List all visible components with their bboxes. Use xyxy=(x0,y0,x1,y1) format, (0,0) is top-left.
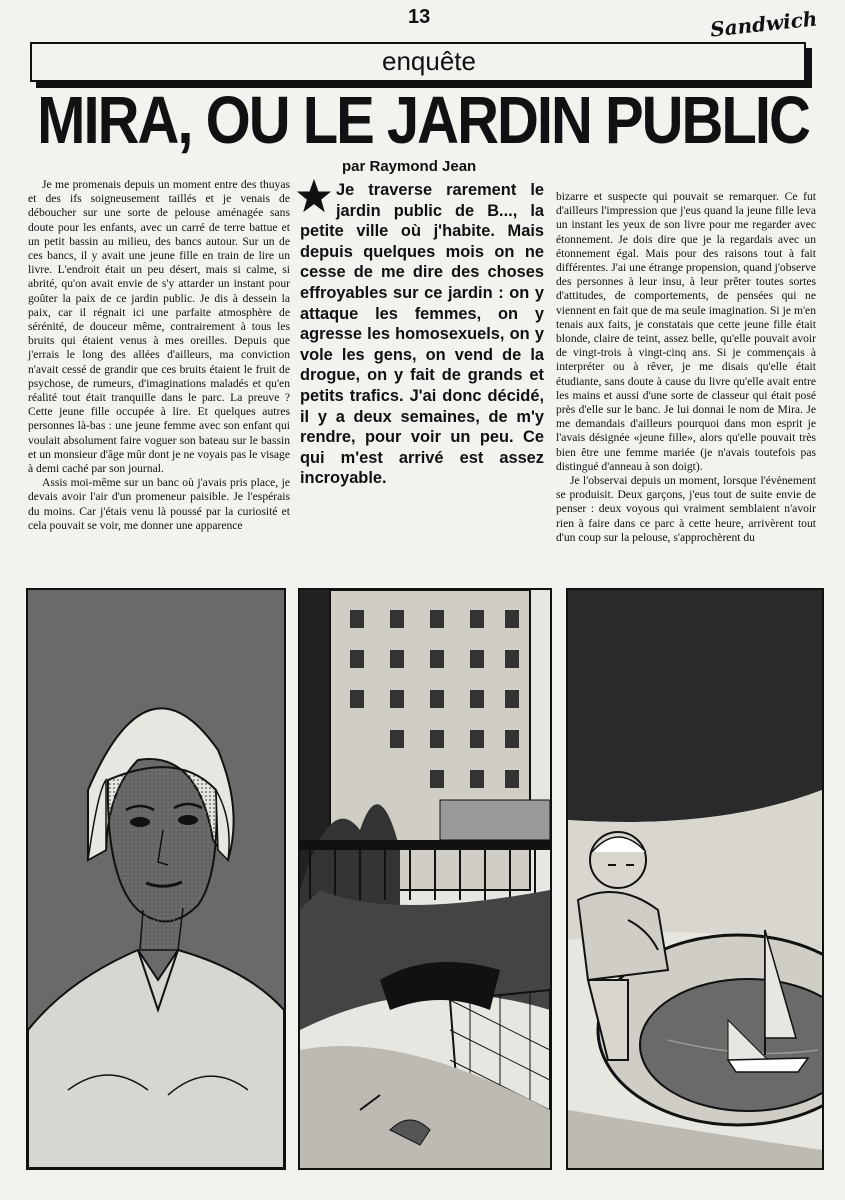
article-title: MIRA, OU LE JARDIN PUBLIC xyxy=(37,83,809,158)
paragraph: Je l'observai depuis un moment, lorsque l'évènement se produisit. Deux garçons, j'eus tout de suite envie de penser : deux voyous qui vraiment semblaient n'avoir rien à faire dans ce parc à cette heure, arrivèrent tout d'un coup sur la pelouse, s'approchèrent du xyxy=(556,474,816,544)
byline: par Raymond Jean xyxy=(342,158,477,175)
paragraph: Assis moi-même sur un banc où j'avais pris place, je devais avoir l'air d'un promeneur paisible. Je l'espérais du moins. Car j'étais venu là poussé par la curiosité et cela pouvait se voir, me donner une apparence xyxy=(28,476,290,532)
rubric-label: enquête xyxy=(382,46,476,76)
illustration-city-park xyxy=(298,588,552,1170)
paragraph: Je me promenais depuis un moment entre des thuyas et des ifs soigneusement taillés et je venais de déboucher sur une sorte de pelouse aménagée sans doute pour les enfants, avec un carré de terre battue et un petit bassin au milieu, des bancs autour. Sur un de ces bancs, il y avait une jeune fille en train de lire un livre. L'endroit était un peu désert, mais si calme, si abrité, qu'on avait envie de s'y attarder un instant pour goûter la paix de ce jardin public. Je dis à dessein la paix, car il régnait ici une parfaite atmosphère de sérénité, de douceur même, contrairement à tous les bruits qui étaient venus à mes oreilles. Depuis que j'errais le long des allées d'ailleurs, ma conviction n'avait cessé de grandir que ces bruits étaient le fruit de psychose, de rumeurs, d'imaginations maladés et qu'en réalité tout était tranquille dans le parc. La preuve ? Cette jeune fille occupée à lire. Et quelques autres personnes là-bas : une jeune femme avec son enfant qui voulait absolument faire voguer son bateau sur le bassin et un monsieur d'âge mûr dont je ne voyais pas le visage à demi caché par son journal. xyxy=(28,178,290,476)
magazine-logo: Sandwich xyxy=(708,6,818,42)
intro-text: Je traverse rarement le jardin public de B..., la petite ville où j'habite. Mais depuis quelques mois on ne cesse de me dire des choses effroyables sur ce jardin : on y attaque les femmes, on y agresse les homosexuels, on y vole les gens, on vend de la drogue, on y fait de grands et petits trafics. J'ai donc décidé, il y a deux semaines, de m'y rendre, pour voir un peu. Ce qui m'est arrivé est assez incroyable. xyxy=(300,181,544,488)
city-drawing xyxy=(300,590,550,1168)
star-icon xyxy=(296,178,332,214)
child-drawing xyxy=(568,590,822,1168)
text-column-left xyxy=(28,178,290,533)
illustration-portrait xyxy=(26,588,286,1170)
page-number: 13 xyxy=(408,6,431,28)
portrait-drawing xyxy=(28,590,284,1168)
paragraph: bizarre et suspecte qui pouvait se remarquer. Ce fut d'ailleurs l'impression que j'eus quand la jeune fille leva un instant les yeux de son livre pour me regarder avec étonnement. Je dois dire que je la regardais avec un étonnement égal. Mais pour des raisons tout à fait différentes. J'ai une étrange propension, quand j'observe des personnes à leur insu, à leur prêter toutes sortes d'attitudes, de comportements, de pensées qui ne viennent en fait que de ma seule imagination. Si je m'en tenais aux faits, je constatais que cette jeune fille était blonde, claire de teint, assez belle, qu'elle pouvait avoir de vingt-trois à vingt-cinq ans. Si je commençais à interpréter ou à rêver, je me disais qu'elle était étudiante, sans doute à cause du livre qu'elle avait entre les mains et aussi d'une sorte de classeur qui était posé près d'elle sur le banc. Je lui donnai le nom de Mira. Je me demandais d'ailleurs pourquoi dans mon esprit je l'avais désignée «jeune fille», alors qu'elle pouvait très bien être une femme mariée (je n'avais toutefois pas distingué d'anneau à son doigt). xyxy=(556,190,816,473)
text-column-right xyxy=(556,190,816,545)
rubric-box xyxy=(30,42,806,82)
illustration-child-boat xyxy=(566,588,824,1170)
article-intro xyxy=(300,180,544,489)
